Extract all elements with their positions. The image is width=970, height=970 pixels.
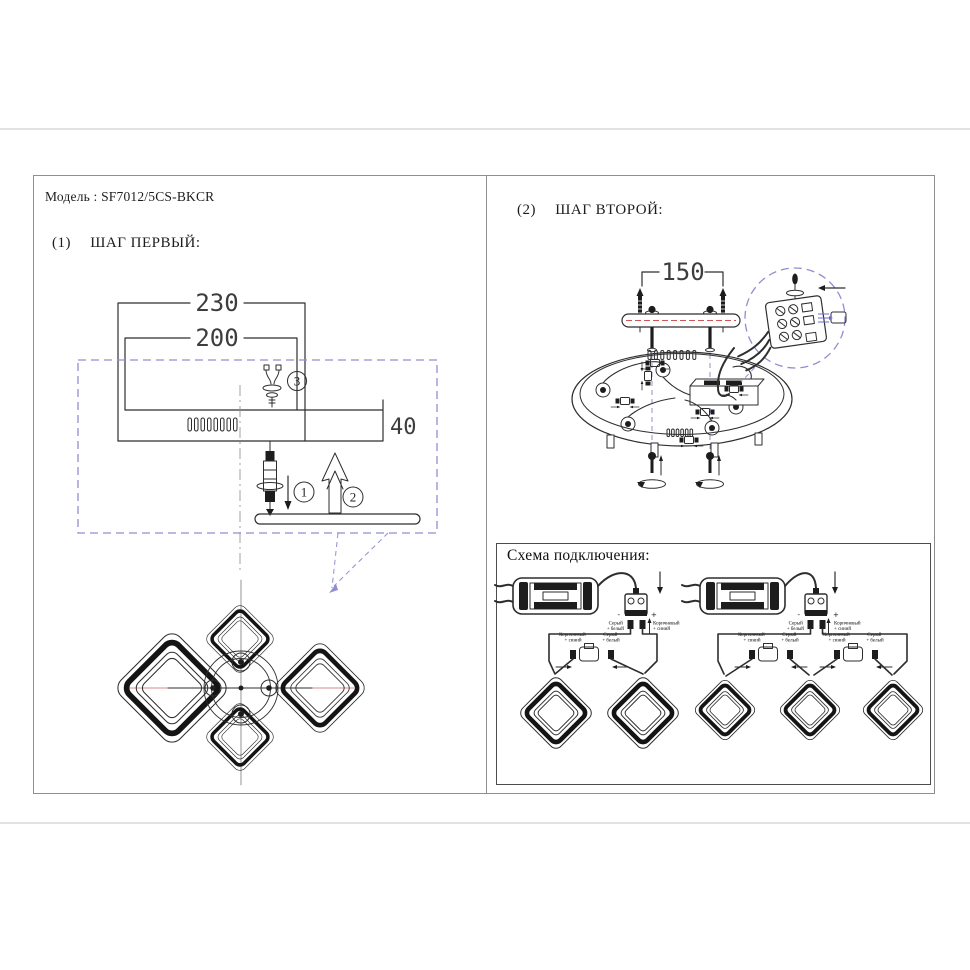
polarity-plus: + [651,611,657,619]
power-connector [625,594,647,616]
callout-1 [285,476,315,510]
model-label: Модель : [45,189,98,204]
step2-drawing [555,250,935,515]
wire-connector [641,360,669,371]
wire-terminal [820,620,826,629]
inline-connector [814,633,892,675]
model-value: SF7012/5CS-BKCR [101,189,215,204]
page-edge-line-top [0,128,970,130]
led-driver [495,578,598,614]
wire-label-gray: Серый + белый [786,621,804,633]
lamp-diamond [778,678,842,742]
wire-label-gray: Серый + белый [866,633,884,644]
dim-200-text: 200 [195,324,239,352]
callout-3 [288,372,307,391]
wire-label-gray: Серый + белый [781,633,799,644]
driver-box [690,379,764,405]
model-line [45,189,214,205]
wire-label-gray: Серый + белый [602,633,620,644]
canopy-flange [118,400,383,441]
wiring-group-right [682,572,925,742]
led-driver [682,578,785,614]
lamp-diamond [693,678,757,742]
lamp-diamond [518,675,594,751]
wire-label-brown: Коричневый + синий [738,633,765,644]
callout-2-number: 2 [349,489,357,505]
step2-number: (2) [517,202,536,218]
dome-nut-right [706,306,713,313]
wiring-group-left [495,572,681,751]
wire-connector [641,362,652,390]
inline-connector [726,633,809,676]
callout-2 [322,453,363,513]
terminal-block [731,295,829,371]
polarity-plus: + [833,611,839,619]
ceiling-plate [255,514,420,524]
inline-connector [555,633,643,674]
lamp-diamond [861,678,925,742]
plate-vents-bottom [667,429,693,437]
wire-label-brown: Коричневый + синий [559,633,586,644]
polarity-minus: - [617,611,620,619]
step1-heading [52,235,201,252]
rod-nut [265,491,275,502]
canopy-plate-oval [572,351,792,458]
detail-dashed-box [78,360,437,533]
callout-3-number: 3 [293,373,301,389]
wire-terminal [640,620,646,629]
hanging-screw-right [708,327,711,348]
wire-terminal [628,620,634,629]
dim-150-text: 150 [661,258,705,286]
vent-slots [188,418,237,431]
wire-connector [611,398,639,409]
step1-number: (1) [52,235,71,251]
power-connector [805,594,827,616]
step1-title: ШАГ ПЕРВЫЙ: [90,235,201,251]
page-edge-line-bottom [0,822,970,824]
dim-40-text: 40 [390,415,417,440]
step2-heading [517,202,663,219]
plug-connector [831,312,846,323]
dim-150 [642,258,723,286]
install-arrow-up [322,453,348,513]
wire-terminal [808,620,814,629]
wire-label-brown: Коричневый + синий [823,633,850,644]
mounting-rod [257,441,283,516]
mounting-screw-right [695,452,724,488]
step2-title: ШАГ ВТОРОЙ: [555,202,664,218]
panel-divider [486,176,487,793]
driver-cable [598,573,636,592]
chandelier-top-view [100,575,400,793]
polarity-minus: - [797,611,800,619]
driver-cable [785,573,816,592]
step1-drawing [60,280,460,605]
mounting-screw-left [637,452,666,488]
dome-nut-left [648,306,655,313]
callout-1-number: 1 [300,484,308,500]
hanging-screw-left [650,327,653,348]
wire-label-brown: Коричневый + синий [834,621,861,633]
terminal-wires [735,332,773,371]
wire-connector [691,409,719,420]
chandelier-center-hub [204,651,278,725]
hanger-wire-assembly [263,365,281,407]
terminal-block-callout [718,268,846,396]
connection-wire [643,629,658,673]
schema-drawing [497,562,928,782]
lamp-diamond [605,675,681,751]
wire-label-gray: Серый + белый [606,621,624,633]
schema-title: Схема подключения: [507,547,650,564]
dim-230-text: 230 [195,289,239,317]
wire-label-brown: Коричневый + синий [653,621,680,633]
